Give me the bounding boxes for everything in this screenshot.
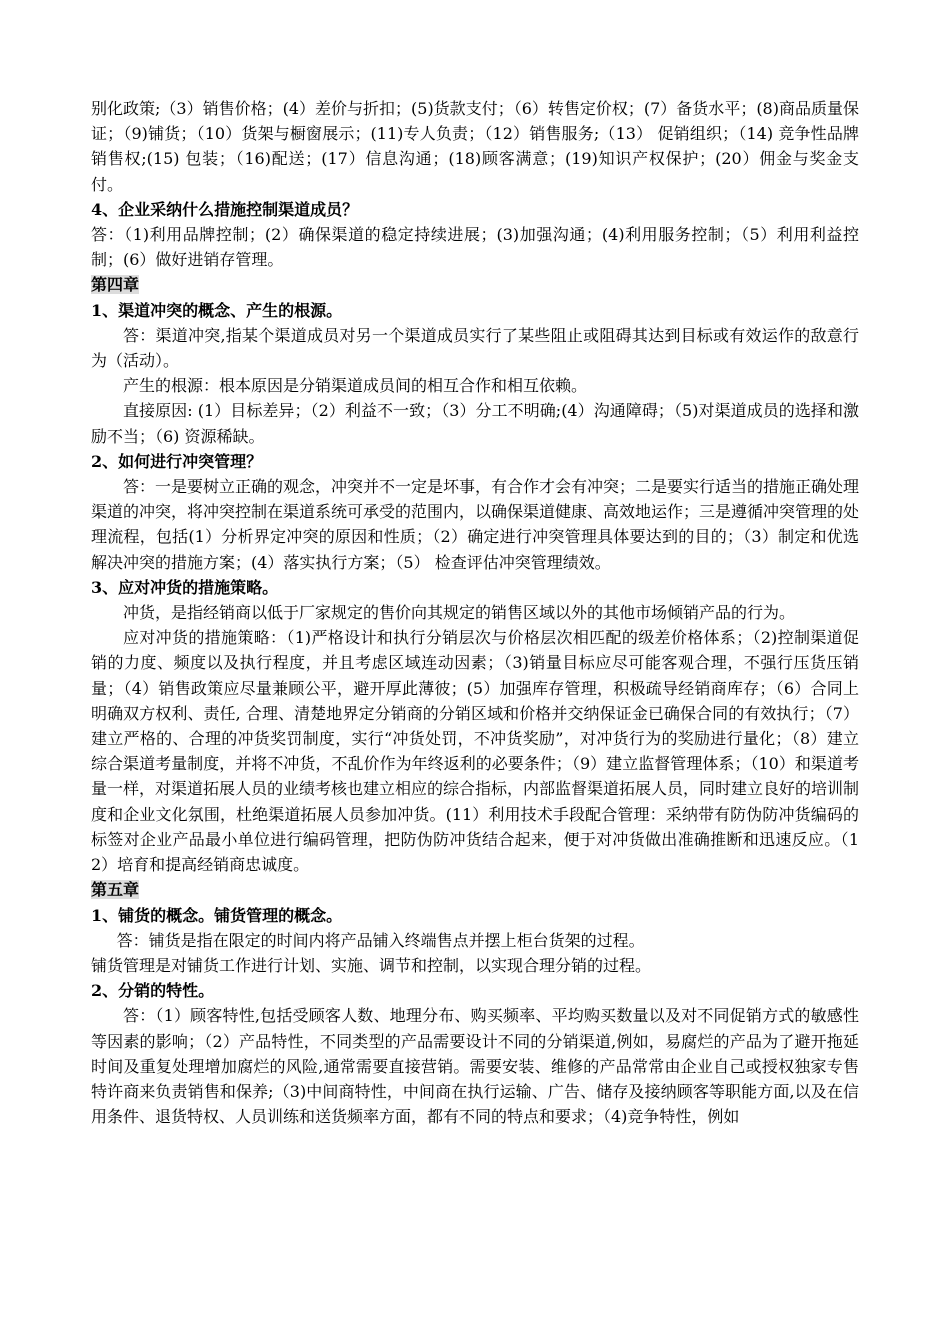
question-cross-selling: 3、应对冲货的措施策略。: [91, 577, 279, 597]
question-distribution-characteristics: 2、分销的特性。: [91, 981, 215, 1001]
answer-conflict-management: 答：一是要树立正确的观念，冲突并不一定是坏事，有合作才会有冲突；二是要实行适当的措施正确处理渠道的冲突，将冲突控制在渠道系统可承受的范围内，以确保渠道健康、高效地运作；三是遵循冲突管理的处理流程，包括(1）分析界定冲突的原因和性质；（2）确定进行冲突管理具体要达到的目的；（3）制定和优选解决冲突的措施方案；(4）落实执行方案；（5） 检查评估冲突管理绩效。: [91, 477, 860, 572]
answer-distribution-management: 铺货管理是对铺货工作进行计划、实施、调节和控制，以实现合理分销的过程。: [91, 955, 652, 975]
answer-conflict-root: 产生的根源：根本原因是分销渠道成员间的相互合作和相互依赖。: [123, 376, 588, 396]
document-page: [91, 96, 859, 1129]
answer-cross-selling-measures: 应对冲货的措施策略：（1)严格设计和执行分销层次与价格层次相匹配的级差价格体系；（2)控制渠道促销的力度、频度以及执行程度，并且考虑区域连动因素；（3)销量目标应尽可能客观合理，不强行压货压销量；（4）销售政策应尽量兼顾公平，避开厚此薄彼；(5）加强库存管理，积极疏导经销商库存；（6）合同上明确双方权利、责任, 合理、清楚地界定分销商的分销区域和价格并交纳保证金已确保合同的有效执行；（7）建立严格的、合理的冲货奖罚制度，实行“冲货处罚，不冲货奖励”，对冲货行为的奖励进行量化；（8）建立综合渠道考量制度，并将不冲货，不乱价作为年终返利的必要条件；（9）建立监督管理体系；（10）和渠道考量一样，对渠道拓展人员的业绩考核也建立相应的综合指标，内部监督渠道拓展人员，同时建立良好的培训制度和企业文化氛围，杜绝渠道拓展人员参加冲货。(11）利用技术手段配合管理：采纳带有防伪防冲货编码的标签对企业产品最小单位进行编码管理，把防伪防冲货结合起来，便于对冲货做出准确推断和迅速反应。（12）培育和提高经销商忠诚度。: [91, 628, 860, 875]
answer-conflict-concept: 答：渠道冲突,指某个渠道成员对另一个渠道成员实行了某些阻止或阻碍其达到目标或有效运作的敌意行为（活动）。: [91, 325, 859, 371]
answer-conflict-direct-causes: 直接原因: (1）目标差异；（2）利益不一致；（3）分工不明确;(4）沟通障碍；（5)对渠道成员的选择和激励不当；（6) 资源稀缺。: [91, 401, 859, 446]
chapter-4-heading: [91, 272, 859, 297]
chapter-5-heading: [91, 877, 859, 902]
chapter-4-label: 第四章: [91, 275, 140, 295]
chapter-5-label: 第五章: [91, 880, 140, 900]
answer-cross-selling-definition: 冲货，是指经销商以低于厂家规定的售价向其规定的销售区域以外的其他市场倾销产品的行为。: [123, 603, 796, 623]
question-conflict-concept: 1、渠道冲突的概念、产生的根源。: [91, 300, 343, 320]
answer-distribution-concept: 答：铺货是指在限定的时间内将产品铺入终端售点并摆上柜台货架的过程。: [116, 930, 645, 950]
question-conflict-management: 2、如何进行冲突管理？: [91, 451, 263, 471]
question-control-members: 4、企业采纳什么措施控制渠道成员？: [91, 199, 359, 219]
paragraph-channel-factors: 别化政策;（3）销售价格；(4）差价与折扣；(5)货款支付；（6）转售定价权；(7）备货水平；(8)商品质量保证；（9)铺货；（10）货架与橱窗展示；(11)专人负责；（12）销售服务;（13） 促销组织；（14) 竞争性品牌销售权;(15) 包装；（16)配送；(17）信息沟通；(18)顾客满意；(19)知识产权保护；(20）佣金与奖金支付。: [91, 99, 859, 194]
answer-distribution-characteristics: 答：（1）顾客特性,包括受顾客人数、地理分布、购买频率、平均购买数量以及对不同促销方式的敏感性等因素的影响；（2）产品特性，不同类型的产品需要设计不同的分销渠道,例如，易腐烂的产品为了避开拖延时间及重复处理增加腐烂的风险,通常需要直接营销。需要安装、维修的产品常常由企业自己或授权独家专售特许商来负责销售和保养;（3)中间商特性，中间商在执行运输、广告、储存及接纳顾客等职能方面,以及在信用条件、退货特权、人员训练和送货频率方面，都有不同的特点和要求；（4)竞争特性，例如: [91, 1006, 859, 1127]
answer-control-members: 答：（1)利用品牌控制；(2）确保渠道的稳定持续进展；(3)加强沟通；(4)利用服务控制；（5）利用利益控制；(6）做好进销存管理。: [91, 225, 859, 270]
question-distribution-concept: 1、铺货的概念。铺货管理的概念。: [91, 905, 343, 925]
